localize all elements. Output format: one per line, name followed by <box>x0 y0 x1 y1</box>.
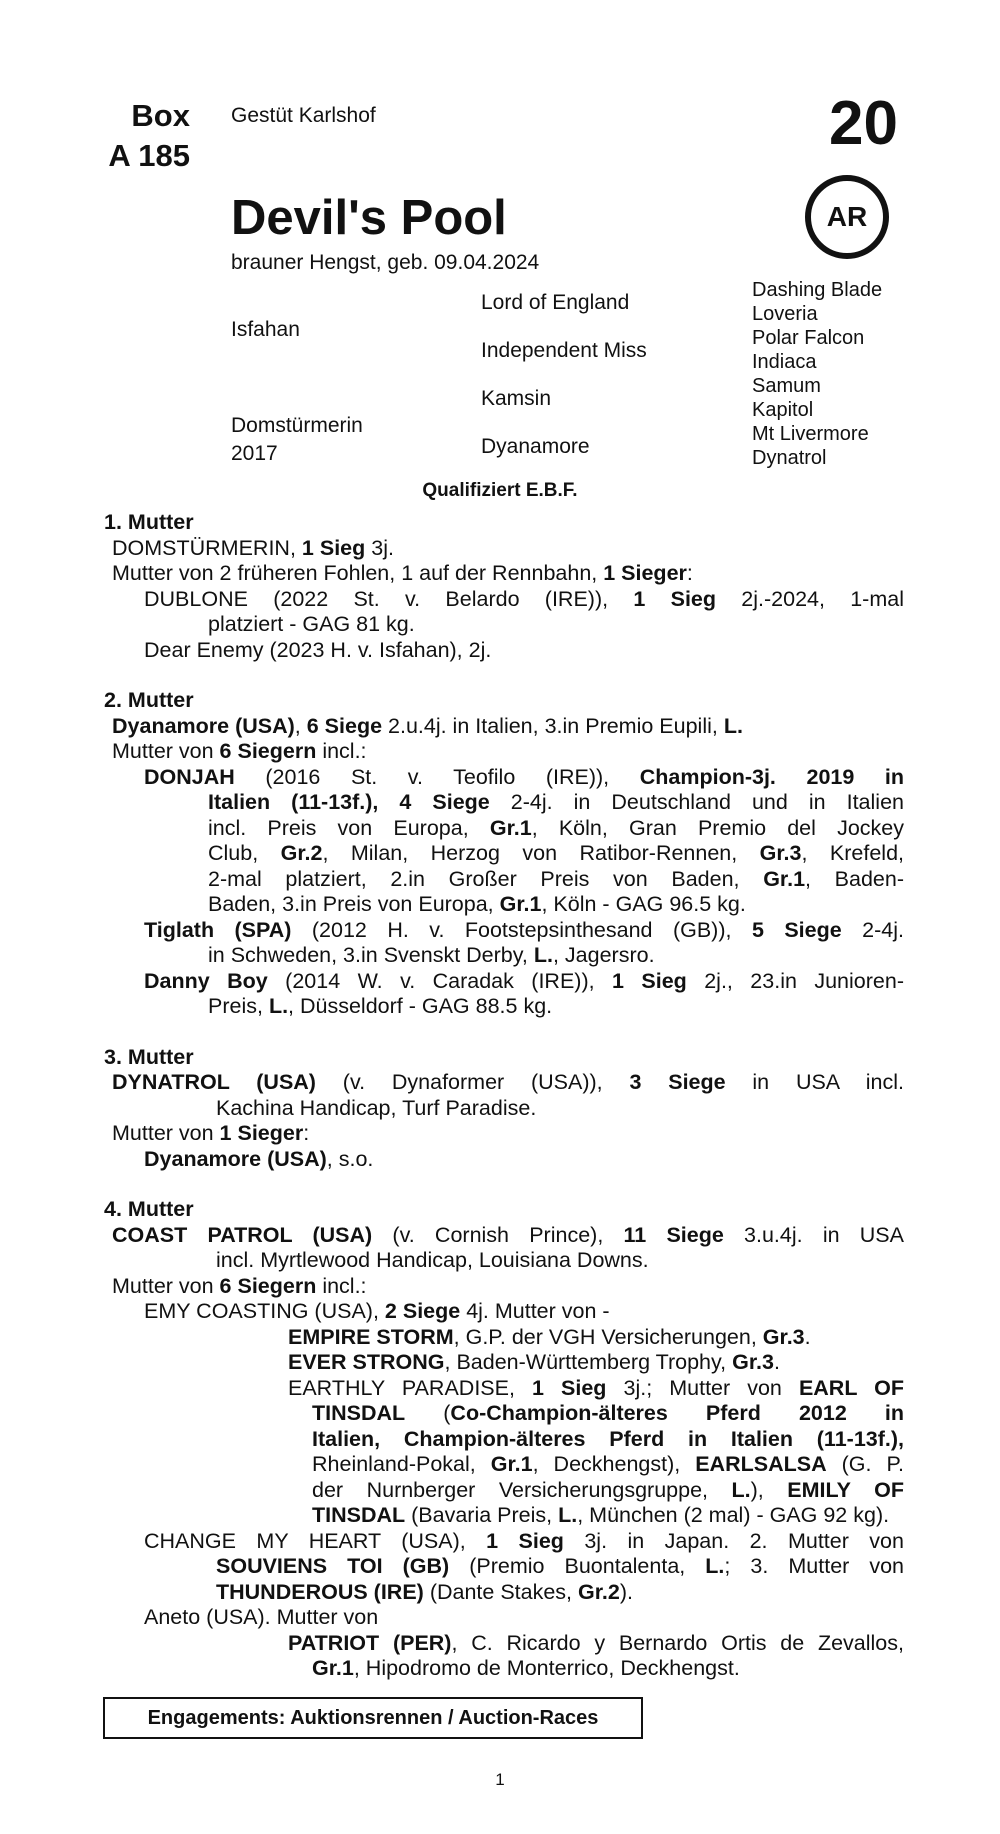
ar-badge <box>805 175 889 259</box>
record-line: EVER STRONG, Baden-Württemberg Trophy, Gr.3. <box>288 1350 780 1374</box>
pedigree-gen2-3: Kamsin <box>481 387 552 410</box>
record-line: incl. Preis von Europa, Gr.1, Köln, Gran Premio del Jockey <box>208 815 904 840</box>
section-gap <box>104 1172 904 1197</box>
pedigree-gen3-6: Kapitol <box>752 399 814 421</box>
qualification-note: Qualifiziert E.B.F. <box>422 480 578 501</box>
record-line: Mutter von 2 früheren Fohlen, 1 auf der Rennbahn, 1 Sieger: <box>112 561 693 585</box>
record-line: COAST PATROL (USA) (v. Cornish Prince), 11 Siege 3.u.4j. in USA <box>112 1222 904 1247</box>
record-line: TINSDAL (Bavaria Preis, L., München (2 mal) - GAG 92 kg). <box>312 1503 890 1527</box>
record-line: Italien (11-13f.), 4 Siege 2-4j. in Deutschland und in Italien <box>208 790 904 814</box>
pedigree-gen2-4: Dyanamore <box>481 435 590 458</box>
record-line: Dyanamore (USA), 6 Siege 2.u.4j. in Italien, 3.in Premio Eupili, L. <box>112 713 743 738</box>
record-line: Danny Boy (2014 W. v. Caradak (IRE)), 1 Sieg 2j., 23.in Junioren- <box>144 968 904 993</box>
record-line: Dyanamore (USA), s.o. <box>144 1146 374 1171</box>
record-line: Preis, L., Düsseldorf - GAG 88.5 kg. <box>208 994 553 1018</box>
section-heading: 4. Mutter <box>104 1197 194 1221</box>
record-line: Club, Gr.2, Milan, Herzog von Ratibor-Rennen, Gr.3, Krefeld, <box>208 841 904 865</box>
box-label <box>98 96 190 176</box>
pedigree-sire: Isfahan <box>231 318 300 341</box>
pedigree-gen3-7: Mt Livermore <box>752 423 869 445</box>
record-line: EMY COASTING (USA), 2 Siege 4j. Mutter von - <box>144 1299 610 1323</box>
section-heading: 2. Mutter <box>104 688 194 712</box>
record-line: Aneto (USA). Mutter von <box>144 1605 379 1629</box>
record-line: Kachina Handicap, Turf Paradise. <box>216 1095 537 1120</box>
pedigree-gen2-2: Independent Miss <box>481 339 647 362</box>
record-line: 2-mal platziert, 2.in Großer Preis von Baden, Gr.1, Baden- <box>208 866 904 891</box>
lot-number: 20 <box>829 89 898 158</box>
page-number: 1 <box>495 1770 505 1789</box>
pedigree-gen3-8: Dynatrol <box>752 447 827 469</box>
section-gap <box>104 663 904 688</box>
pedigree-dam: Domstürmerin <box>231 414 363 437</box>
record-line: PATRIOT (PER), C. Ricardo y Bernardo Ortis de Zevallos, <box>288 1630 904 1655</box>
record-line: Rheinland-Pokal, Gr.1, Deckhengst), EARLSALSA (G. P. <box>312 1452 904 1476</box>
record-line: der Nurnberger Versicherungsgruppe, L.), EMILY OF <box>312 1477 904 1502</box>
record-line: Gr.1, Hipodromo de Monterrico, Deckhengst. <box>312 1656 740 1680</box>
record-line: EARTHLY PARADISE, 1 Sieg 3j.; Mutter von EARL OF <box>288 1375 904 1400</box>
record-line: incl. Myrtlewood Handicap, Louisiana Downs. <box>216 1248 649 1272</box>
record-line: EMPIRE STORM, G.P. der VGH Versicherungen, Gr.3. <box>288 1324 811 1349</box>
engagements-box <box>103 1697 643 1739</box>
badge-text: AR <box>826 201 868 232</box>
record-line: CHANGE MY HEART (USA), 1 Sieg 3j. in Japan. 2. Mutter von <box>144 1528 904 1553</box>
section-gap <box>104 1020 904 1045</box>
record-line: Tiglath (SPA) (2012 H. v. Footstepsinthesand (GB)), 5 Siege 2-4j. <box>144 917 904 942</box>
engagements-text: Engagements: Auktionsrennen / Auction-Races <box>147 1706 599 1729</box>
record-line: DYNATROL (USA) (v. Dynaformer (USA)), 3 Siege in USA incl. <box>112 1070 904 1094</box>
record-line: TINSDAL (Co-Champion-älteres Pferd 2012 in <box>312 1401 904 1425</box>
box-title: Box <box>131 98 190 133</box>
record-line: SOUVIENS TOI (GB) (Premio Buontalenta, L.; 3. Mutter von <box>216 1554 905 1578</box>
record-line: DOMSTÜRMERIN, 1 Sieg 3j. <box>112 535 394 560</box>
horse-description: brauner Hengst, geb. 09.04.2024 <box>231 251 540 274</box>
record-line: in Schweden, 3.in Svenskt Derby, L., Jagersro. <box>208 943 655 967</box>
record-line: Mutter von 1 Sieger: <box>112 1121 310 1145</box>
section-heading: 1. Mutter <box>104 510 194 534</box>
record-line: Italien, Champion-älteres Pferd in Italien (11-13f.), <box>312 1426 904 1451</box>
record-line: Baden, 3.in Preis von Europa, Gr.1, Köln - GAG 96.5 kg. <box>208 892 746 916</box>
record-line: platziert - GAG 81 kg. <box>208 612 415 636</box>
record-line: THUNDEROUS (IRE) (Dante Stakes, Gr.2). <box>216 1579 633 1604</box>
record-line: Dear Enemy (2023 H. v. Isfahan), 2j. <box>144 637 492 662</box>
pedigree-gen3-1: Dashing Blade <box>752 279 883 301</box>
record-line: Mutter von 6 Siegern incl.: <box>112 1273 367 1298</box>
box-number: A 185 <box>108 138 190 173</box>
record-line: DUBLONE (2022 St. v. Belardo (IRE)), 1 Sieg 2j.-2024, 1-mal <box>144 586 904 611</box>
pedigree-gen3-5: Samum <box>752 375 821 397</box>
stud-name: Gestüt Karlshof <box>231 104 376 127</box>
pedigree-dam-year: 2017 <box>231 442 278 465</box>
section-heading: 3. Mutter <box>104 1044 194 1069</box>
record-line: DONJAH (2016 St. v. Teofilo (IRE)), Champion-3j. 2019 in <box>144 764 904 789</box>
pedigree-gen3-4: Indiaca <box>752 351 817 373</box>
horse-name: Devil's Pool <box>231 191 507 245</box>
produce-record <box>104 510 904 1682</box>
pedigree-gen3-2: Loveria <box>752 303 818 325</box>
pedigree-gen2-1: Lord of England <box>481 291 630 314</box>
pedigree-gen3-3: Polar Falcon <box>752 327 865 349</box>
record-line: Mutter von 6 Siegern incl.: <box>112 739 367 763</box>
